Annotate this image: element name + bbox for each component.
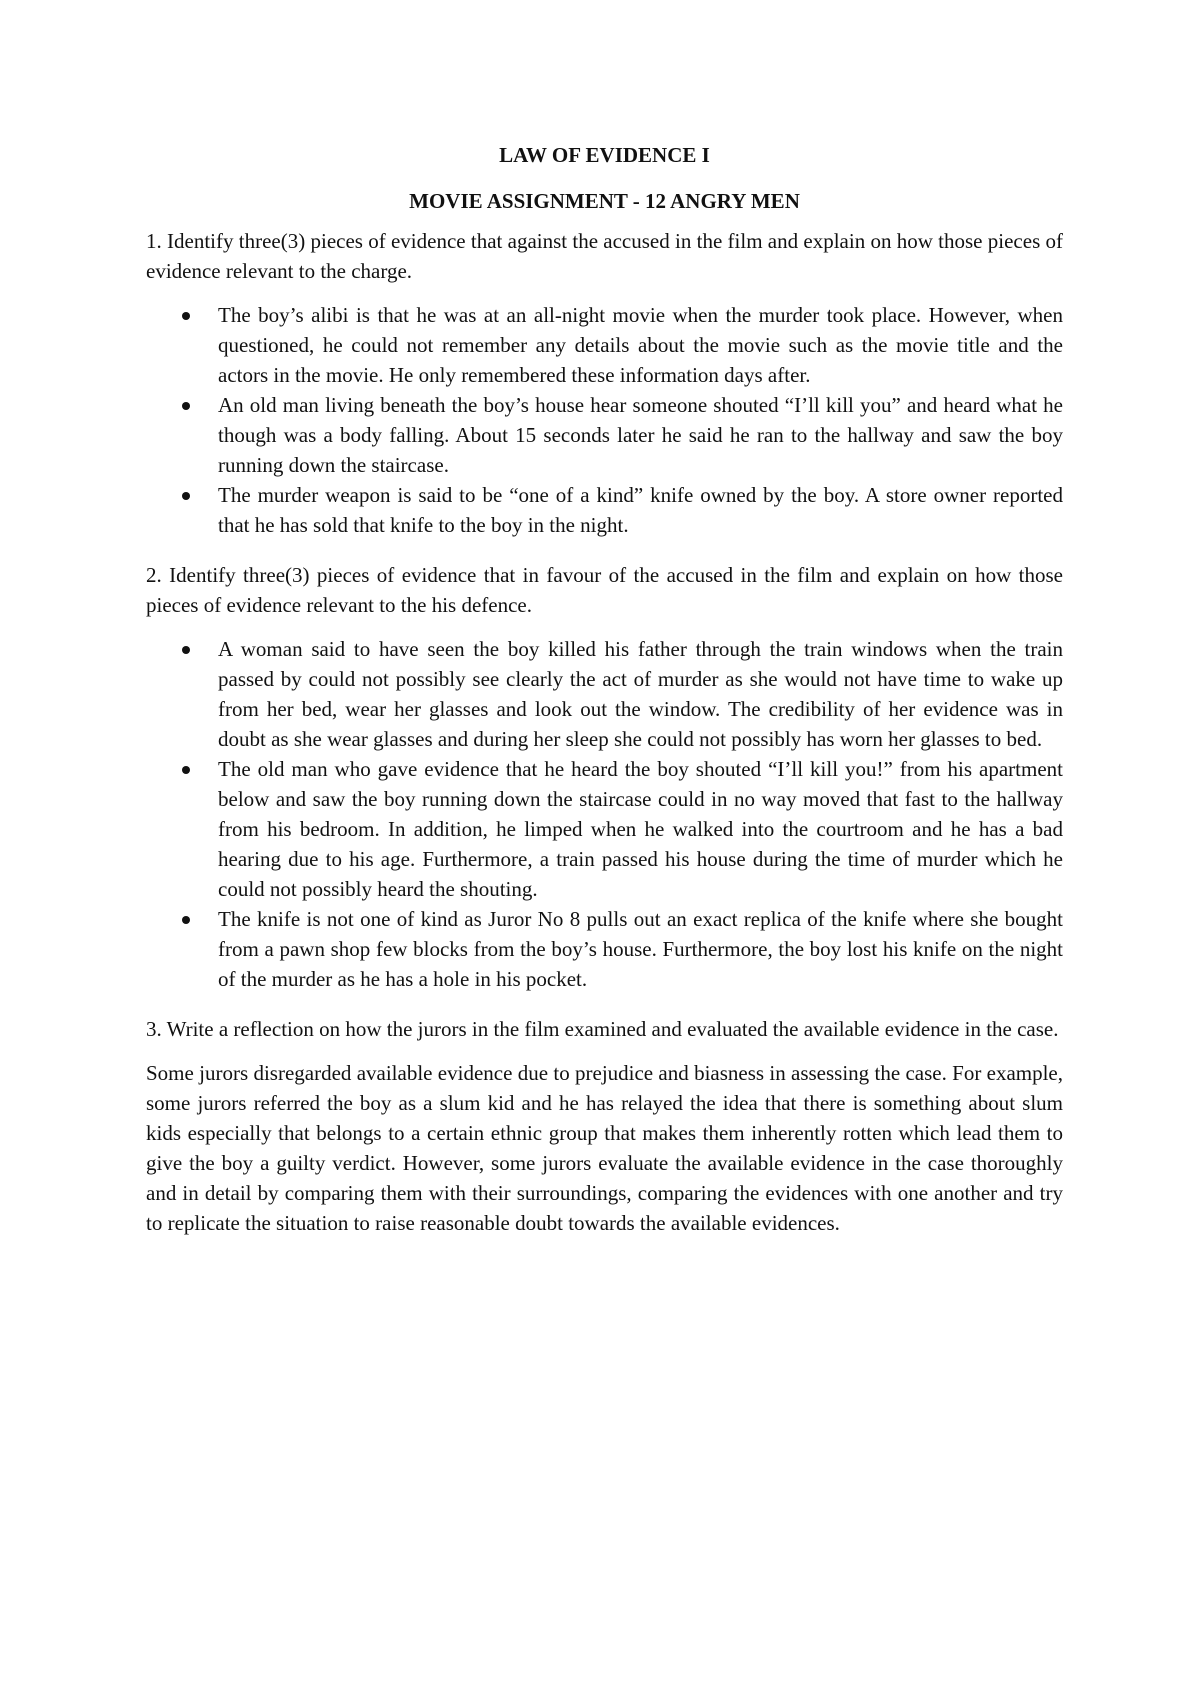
list-item-text: The old man who gave evidence that he heard the boy shouted “I’ll kill you!” from his apartment below and saw the boy running down the staircase could in no way moved that fast to the hallway from his bedroom. In addition, he limped when he walked into the courtroom and he has a bad hearing due to his age. Furthermore, a train passed his house during the time of murder which he could not possibly heard the shouting. xyxy=(218,757,1063,901)
list-item xyxy=(218,754,1063,904)
list-item xyxy=(218,904,1063,994)
document-title: LAW OF EVIDENCE I xyxy=(499,143,710,167)
question-1: 1. Identify three(3) pieces of evidence that against the accused in the film and explain on how those pieces of evidence relevant to the charge. xyxy=(146,229,1063,283)
list-item-text: A woman said to have seen the boy killed his father through the train windows when the train passed by could not possibly see clearly the act of murder as she would not have time to wake up from her bed, wear her glasses and look out the window. The credibility of her evidence was in doubt as she wear glasses and during her sleep she could not possibly has worn her glasses to bed. xyxy=(218,637,1063,751)
document-page xyxy=(146,140,1063,1238)
bullet-icon xyxy=(182,312,190,320)
question-2: 2. Identify three(3) pieces of evidence that in favour of the accused in the film and explain on how those pieces of evidence relevant to the his defence. xyxy=(146,563,1063,617)
list-item-text: The knife is not one of kind as Juror No 8 pulls out an exact replica of the knife where she bought from a pawn shop few blocks from the boy’s house. Furthermore, the boy lost his knife on the night of the murder as he has a hole in his pocket. xyxy=(218,907,1063,991)
bullet-icon xyxy=(182,766,190,774)
document-subtitle: MOVIE ASSIGNMENT - 12 ANGRY MEN xyxy=(409,189,800,213)
bullet-icon xyxy=(182,646,190,654)
list-item xyxy=(218,390,1063,480)
reflection-answer: Some jurors disregarded available evidence due to prejudice and biasness in assessing the case. For example, some jurors referred the boy as a slum kid and he has relayed the idea that there is something about slum kids especially that belongs to a certain ethnic group that makes them inherently rotten which lead them to give the boy a guilty verdict. However, some jurors evaluate the available evidence in the case thoroughly and in detail by comparing them with their surroundings, comparing the evidences with one another and try to replicate the situation to raise reasonable doubt towards the available evidences. xyxy=(146,1061,1063,1235)
list-item xyxy=(218,634,1063,754)
question-1-bullet-list xyxy=(146,300,1063,540)
bullet-icon xyxy=(182,916,190,924)
question-3: 3. Write a reflection on how the jurors in the film examined and evaluated the available evidence in the case. xyxy=(146,1017,1059,1041)
list-item-text: The murder weapon is said to be “one of a kind” knife owned by the boy. A store owner reported that he has sold that knife to the boy in the night. xyxy=(218,483,1063,537)
question-2-bullet-list xyxy=(146,634,1063,994)
list-item xyxy=(218,300,1063,390)
list-item-text: The boy’s alibi is that he was at an all-night movie when the murder took place. However, when questioned, he could not remember any details about the movie such as the movie title and the actors in the movie. He only remembered these information days after. xyxy=(218,303,1063,387)
list-item-text: An old man living beneath the boy’s house hear someone shouted “I’ll kill you” and heard what he though was a body falling. About 15 seconds later he said he ran to the hallway and saw the boy running down the staircase. xyxy=(218,393,1063,477)
bullet-icon xyxy=(182,492,190,500)
list-item xyxy=(218,480,1063,540)
bullet-icon xyxy=(182,402,190,410)
